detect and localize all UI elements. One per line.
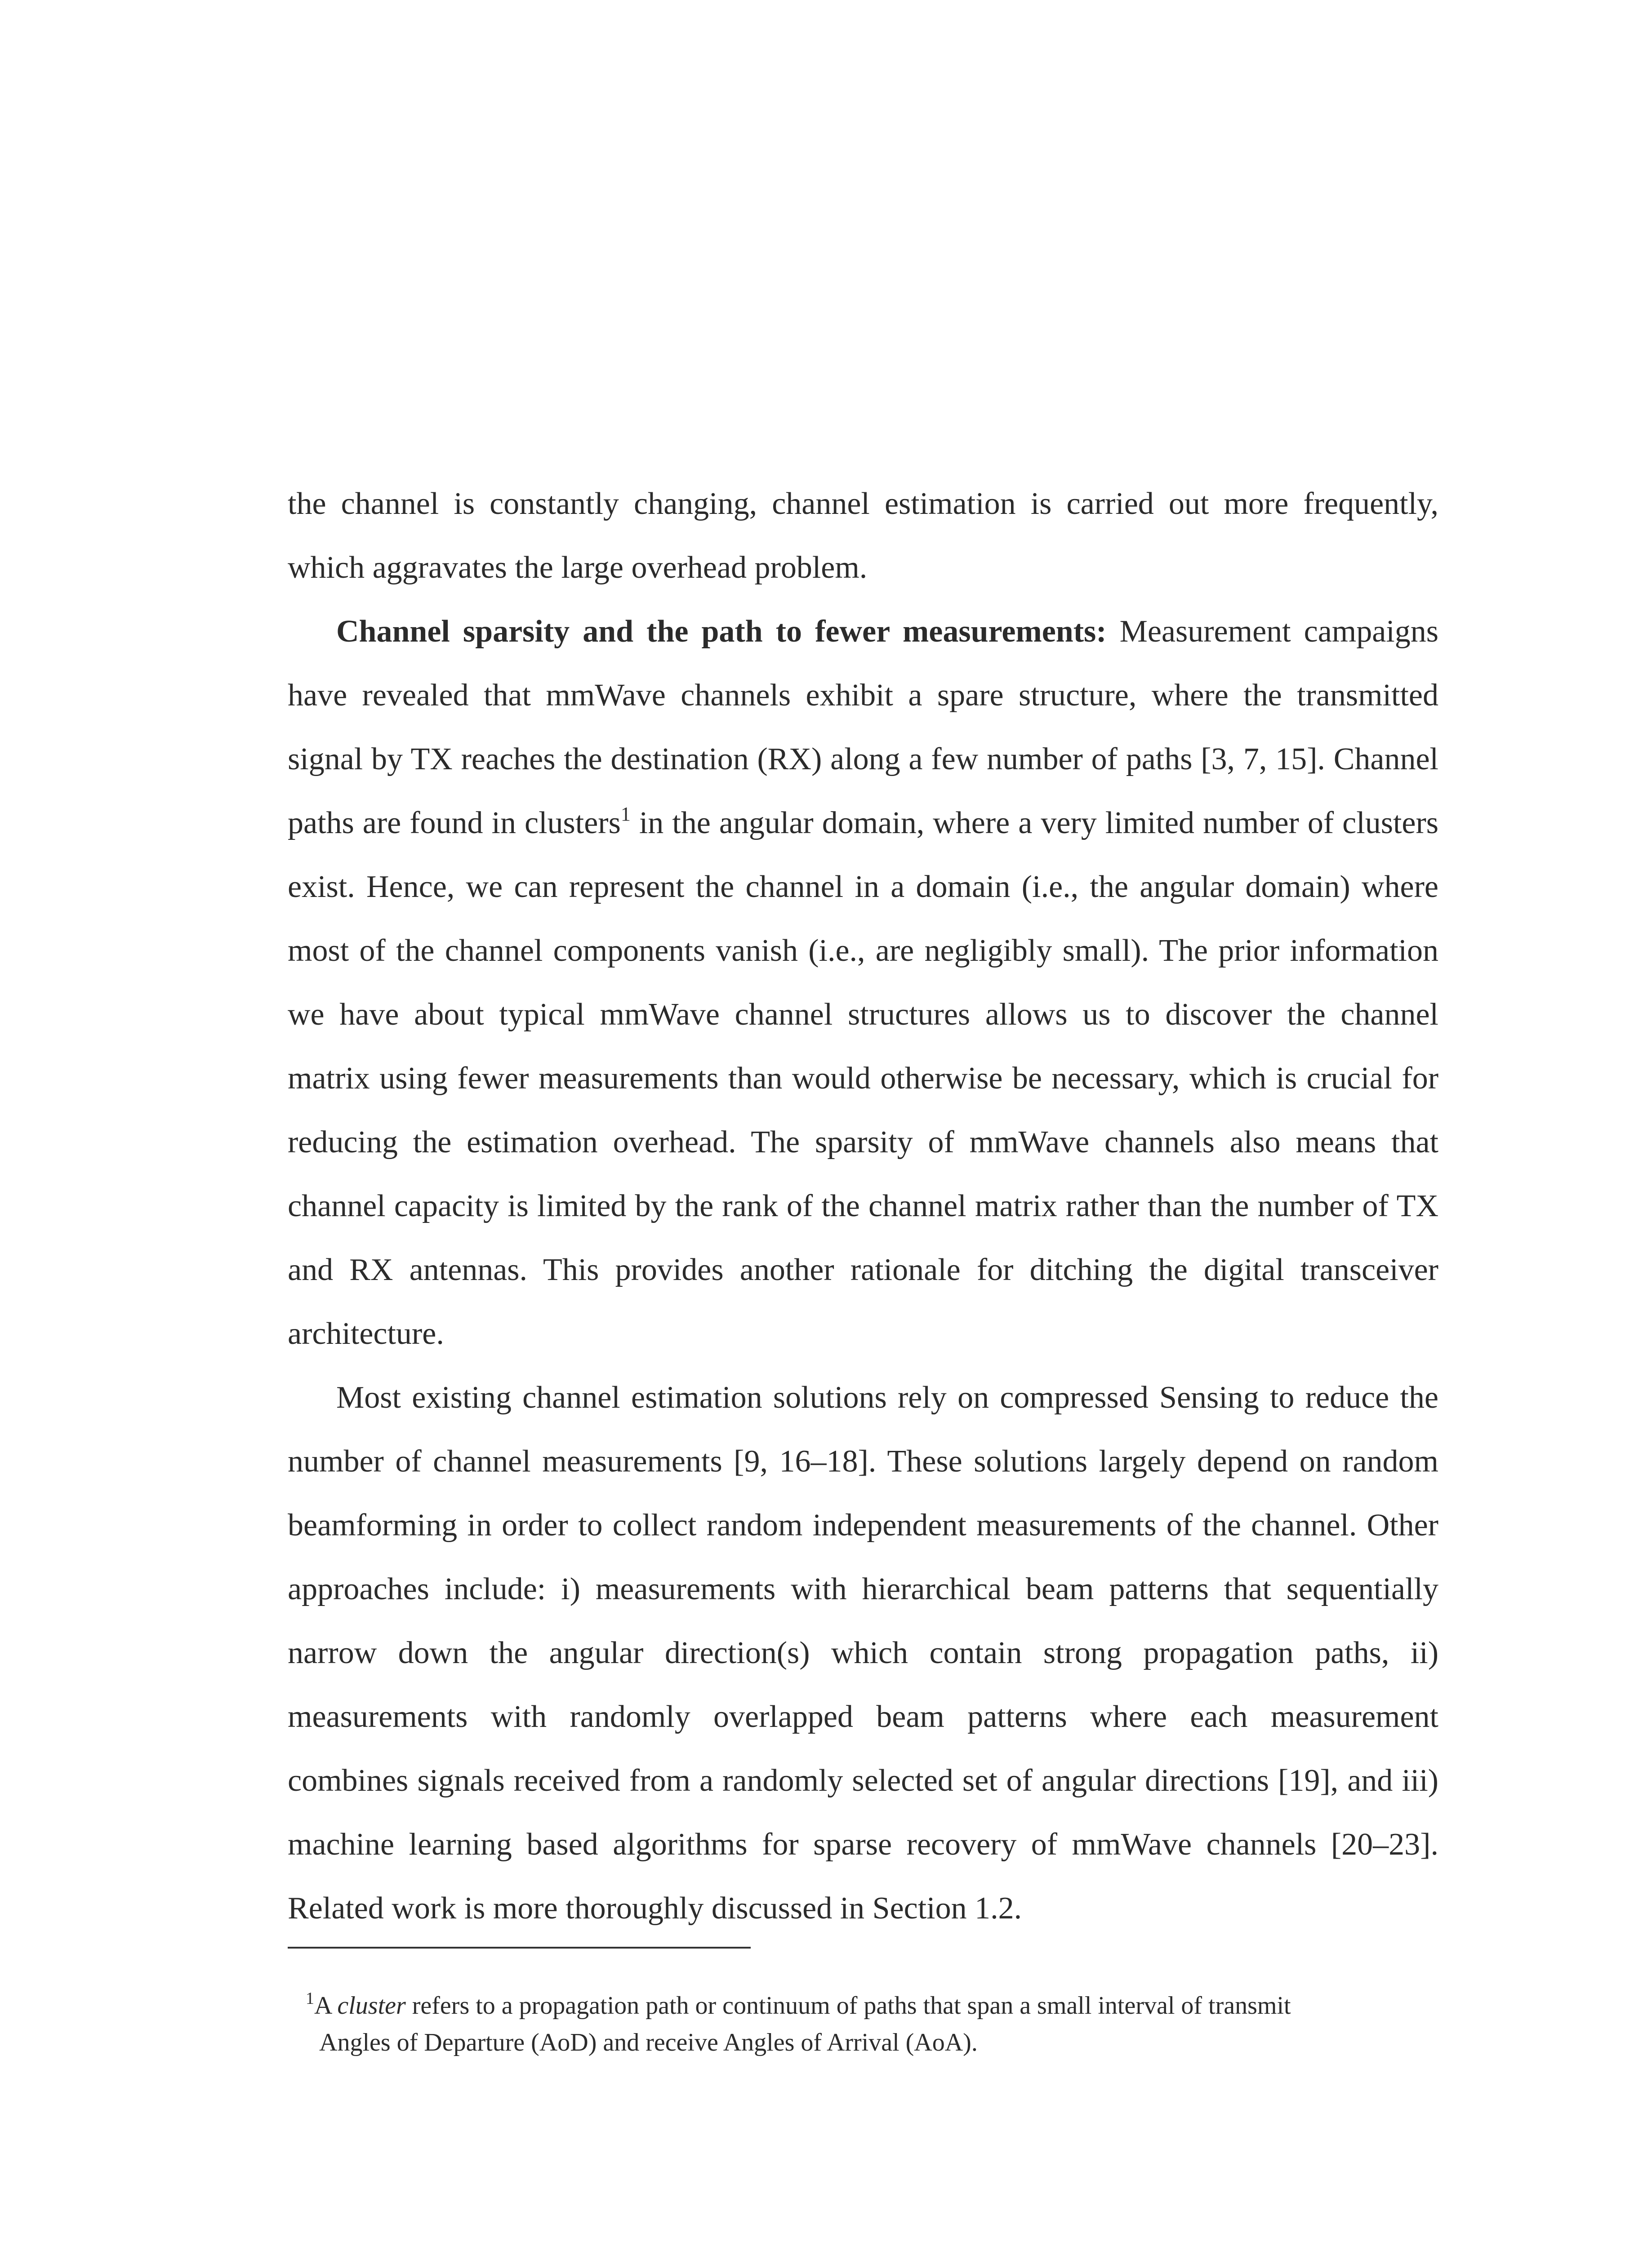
paragraph-2 [288, 600, 1438, 1366]
footnote-mark: 1 [306, 1989, 314, 2008]
footnote-line-1-rest: refers to a propagation path or continuum of paths that span a small interval of transmit [412, 1992, 1291, 2020]
footnote-reference[interactable]: 1 [620, 803, 631, 825]
paragraph-3: Most existing channel estimation solutions rely on compressed Sensing to reduce the number of channel measurements [9, 16–18]. These solutions largely depend on random beamforming in order to collect random independent measurements of the channel. Other approaches include: i) measurements with hierarchical beam patterns that sequentially narrow down the angular direction(s) which contain strong propagation paths, ii) measurements with randomly overlapped beam patterns where each measurement combines signals received from a randomly selected set of angular directions [19], and iii) machine learning based algorithms for sparse recovery of mmWave channels [20–23]. Related work is more thoroughly discussed in Section 1.2. [288, 1380, 1438, 1926]
paragraph-1: the channel is constantly changing, channel estimation is carried out more frequently, which aggravates the large overhead problem. [288, 486, 1438, 585]
footnote [306, 1987, 1438, 2061]
footnote-rule [288, 1947, 751, 1949]
footnote-prefix: A [314, 1992, 331, 2020]
paragraph-2-part-2: in the angular domain, where a very limited number of clusters exist. Hence, we can represent the channel in a domain (i.e., the angular domain) where most of the channel components vanish (i.e., are negligibly small). The prior information we have about typical mmWave channel structures allows us to discover the channel matrix using fewer measurements than would otherwise be necessary, which is crucial for reducing the estimation overhead. The sparsity of mmWave channels also means that channel capacity is limited by the rank of the channel matrix rather than the number of TX and RX antennas. This provides another rationale for ditching the digital transceiver architecture. [288, 806, 1439, 1351]
footnote-line-1 [306, 1987, 1438, 2024]
run-in-heading: Channel sparsity and the path to fewer measurements: [336, 614, 1107, 649]
footnote-line-2: Angles of Departure (AoD) and receive Angles of Arrival (AoA). [319, 2029, 978, 2056]
paragraph-2-part-1: Measurement campaigns have revealed that mmWave channels exhibit a spare structure, where the transmitted signal by TX reaches the destination (RX) along a few number of paths [3, 7, 15]. Channel paths are found in clusters [288, 614, 1438, 840]
main-text [288, 472, 1438, 1940]
footnote-term: cluster [337, 1992, 406, 2020]
